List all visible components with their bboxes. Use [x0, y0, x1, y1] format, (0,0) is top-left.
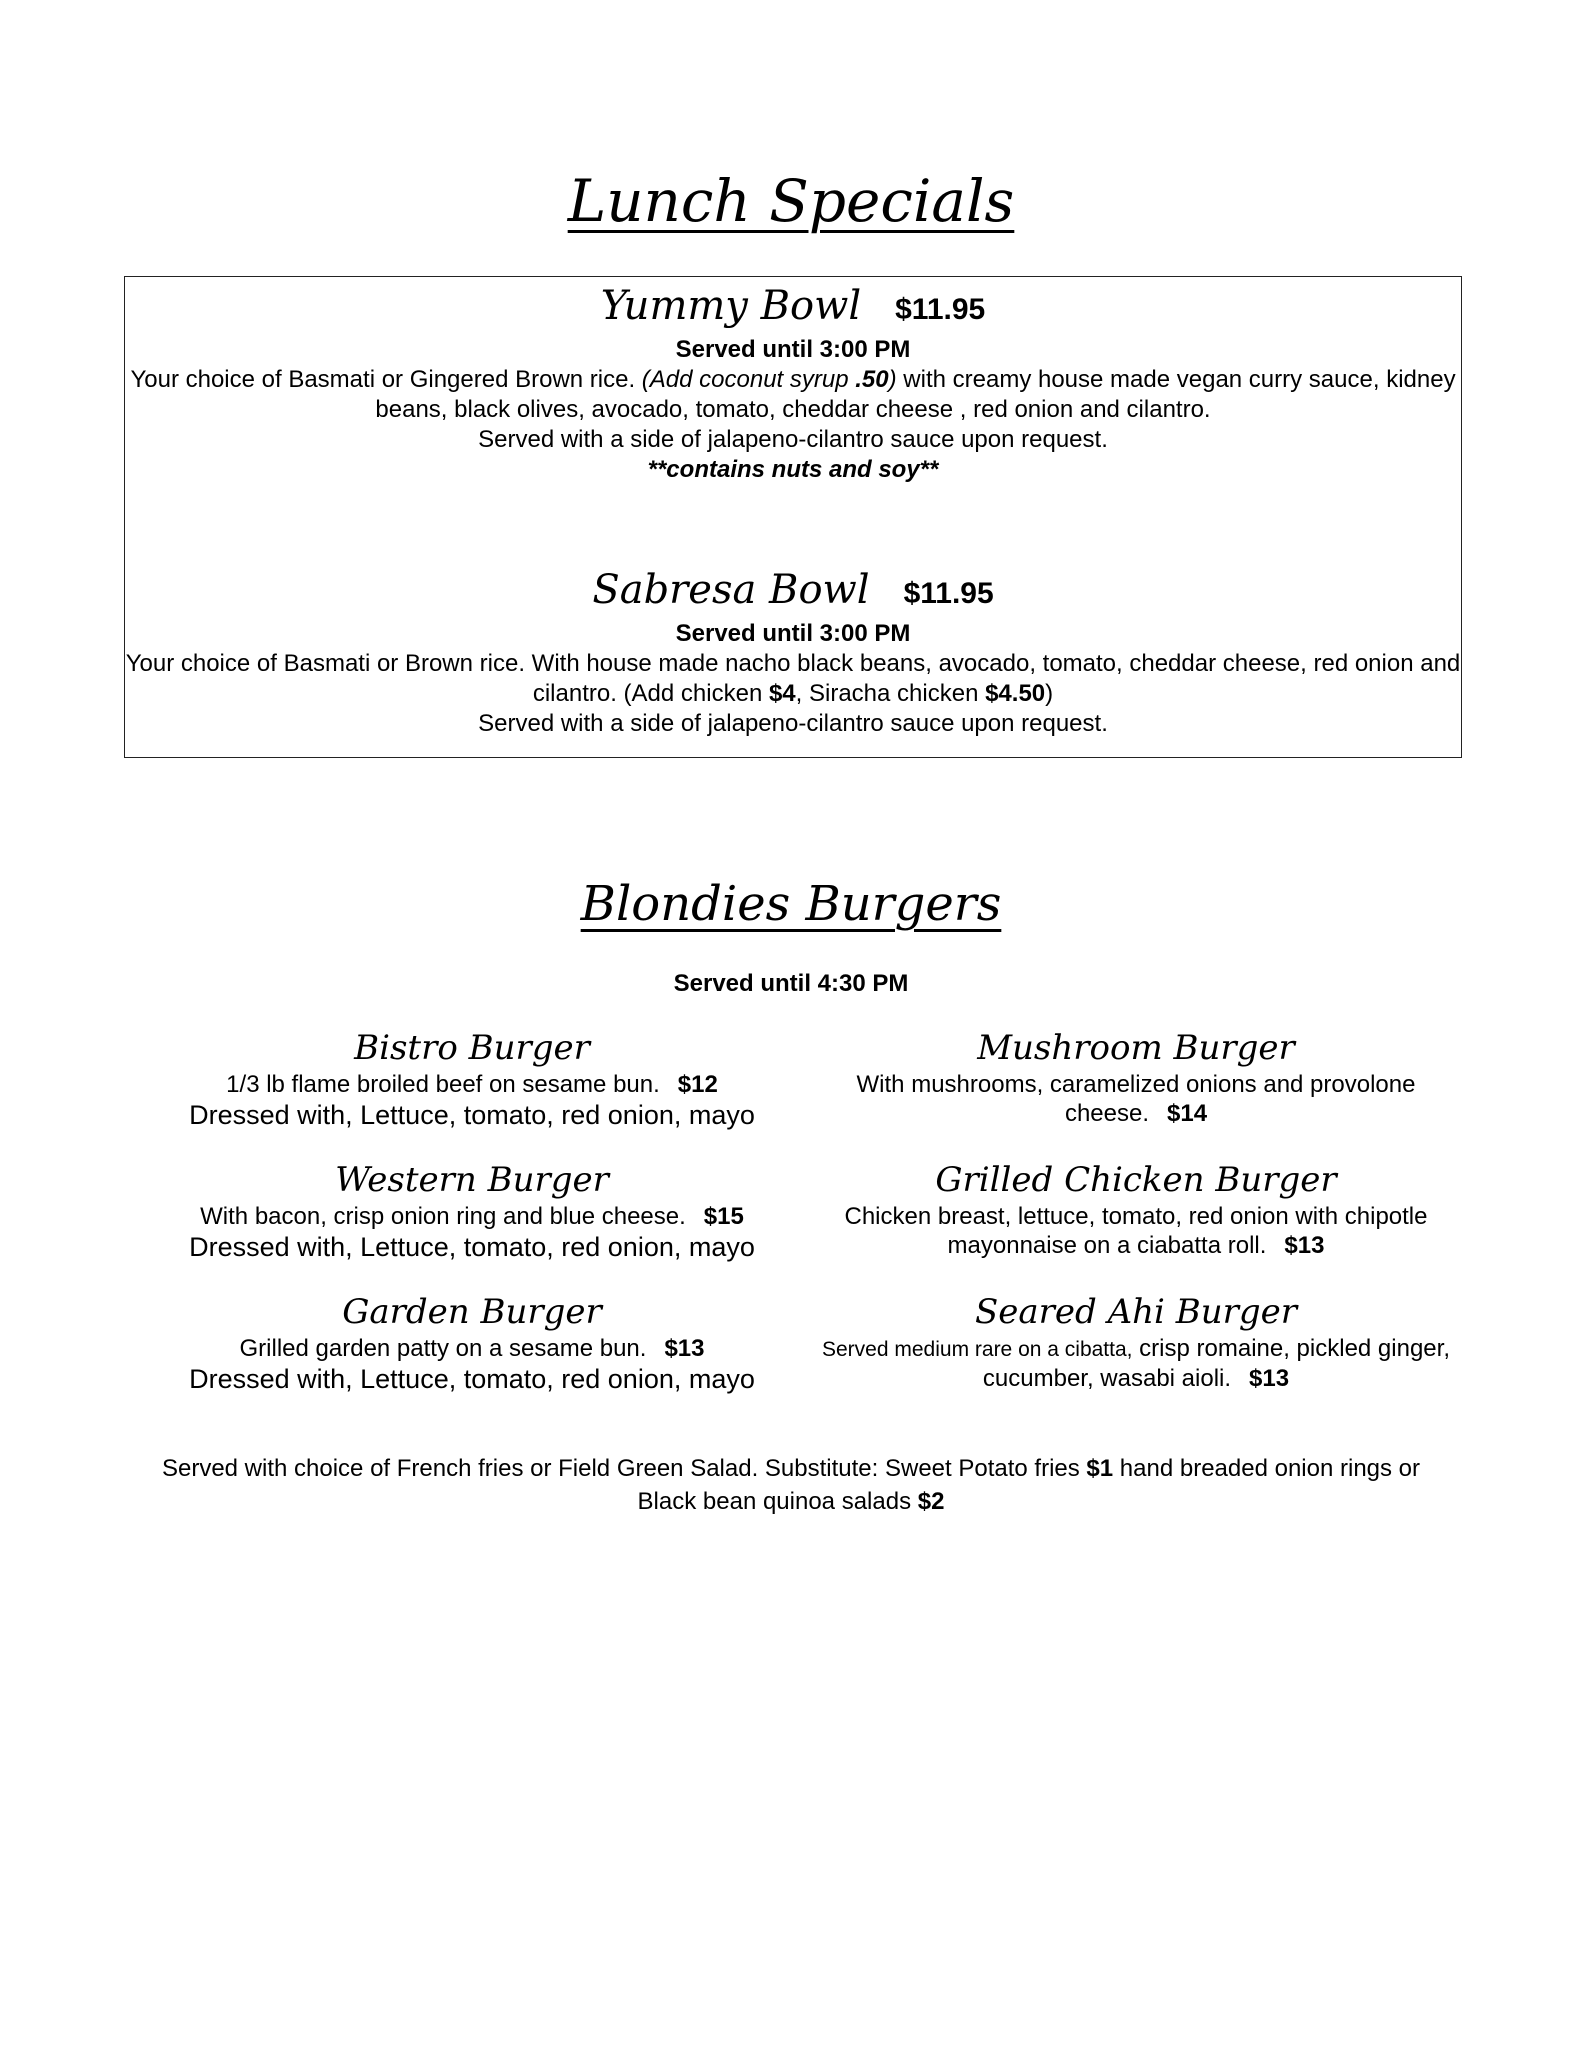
addon-price: .50 [855, 366, 889, 393]
description-text: 1/3 lb flame broiled beef on sesame bun. [226, 1071, 660, 1098]
description-text: Grilled garden patty on a sesame bun. [239, 1335, 647, 1362]
menu-item-yummy-bowl [125, 283, 1461, 485]
item-description [816, 1334, 1456, 1393]
coconut-addon [642, 366, 897, 393]
item-description [152, 1070, 792, 1099]
dressing-note: Dressed with, Lettuce, tomato, red onion, mayo [189, 1364, 755, 1394]
chicken-addon-price: $4 [768, 680, 796, 707]
item-price: $14 [1167, 1100, 1208, 1127]
menu-item-mushroom-burger [816, 1026, 1456, 1128]
description-text: With bacon, crisp onion ring and blue cheese. [200, 1203, 686, 1230]
item-description [816, 1202, 1456, 1260]
menu-item-seared-ahi-burger [816, 1290, 1456, 1393]
item-description [125, 365, 1461, 425]
item-price: $13 [664, 1335, 705, 1362]
item-name: Mushroom Burger [977, 1028, 1295, 1068]
description-text: Your choice of Basmati or Gingered Brown rice. [130, 366, 642, 393]
menu-item-sabresa-bowl [125, 567, 1461, 739]
item-name: Seared Ahi Burger [974, 1292, 1298, 1332]
description-text: , Siracha chicken [795, 680, 986, 707]
allergy-warning: **contains nuts and soy** [647, 456, 939, 483]
item-price: $13 [1284, 1232, 1325, 1259]
item-price: $15 [703, 1203, 744, 1230]
description-text: crisp romaine, pickled ginger, cucumber, wasabi aioli. [982, 1335, 1450, 1392]
lunch-specials-box [124, 276, 1462, 758]
item-name: Grilled Chicken Burger [935, 1160, 1337, 1200]
sides-text: Served with choice of French fries or Field Green Salad. Substitute: Sweet Potato fries [161, 1455, 1087, 1482]
side-note: Served with a side of jalapeno-cilantro sauce upon request. [478, 710, 1108, 737]
item-name: Garden Burger [342, 1292, 602, 1332]
description-text: with creamy house made vegan curry sauce, kidney beans, black olives, avocado, tomato, cheddar cheese , red onion and cilantro. [375, 366, 1456, 423]
menu-item-garden-burger [152, 1290, 792, 1396]
menu-item-bistro-burger [152, 1026, 792, 1132]
burgers-title: Blondies Burgers [580, 876, 1002, 932]
addon-text: (Add coconut syrup [641, 366, 856, 393]
item-description [152, 1202, 792, 1231]
lunch-specials-title: Lunch Specials [567, 167, 1015, 235]
dressing-note: Dressed with, Lettuce, tomato, red onion, mayo [189, 1232, 755, 1262]
sweet-potato-upcharge: $1 [1086, 1455, 1114, 1482]
item-name: Sabresa Bowl [592, 567, 870, 613]
menu-item-western-burger [152, 1158, 792, 1264]
salad-upcharge: $2 [917, 1488, 945, 1515]
item-description [125, 649, 1461, 709]
addon-close: ) [888, 366, 897, 393]
item-price: $11.95 [903, 577, 994, 610]
item-name: Bistro Burger [354, 1028, 590, 1068]
item-price: $12 [677, 1071, 718, 1098]
item-header [125, 283, 1461, 335]
description-text: With mushrooms, caramelized onions and provolone cheese. [856, 1071, 1416, 1127]
served-until: Served until 3:00 PM [675, 336, 911, 363]
served-until: Served until 3:00 PM [675, 620, 911, 647]
item-name: Yummy Bowl [600, 283, 862, 329]
item-price: $11.95 [895, 293, 986, 326]
menu-item-grilled-chicken-burger [816, 1158, 1456, 1260]
description-text: Your choice of Basmati or Brown rice. With house made nacho black beans, avocado, tomato, cheddar cheese, red onion and cilantro. (Add chicken [125, 650, 1461, 707]
item-description [152, 1334, 792, 1363]
dressing-note: Dressed with, Lettuce, tomato, red onion, mayo [189, 1100, 755, 1130]
description-text: Chicken breast, lettuce, tomato, red onion with chipotle mayonnaise on a ciabatta roll. [844, 1203, 1428, 1259]
item-header [125, 567, 1461, 619]
side-note: Served with a side of jalapeno-cilantro sauce upon request. [478, 426, 1108, 453]
item-price: $13 [1249, 1365, 1290, 1392]
item-description [816, 1070, 1456, 1128]
item-name: Western Burger [335, 1160, 609, 1200]
burgers-served-until: Served until 4:30 PM [673, 970, 909, 997]
description-text: Served medium rare on a cibatta, [822, 1338, 1133, 1361]
siracha-addon-price: $4.50 [985, 680, 1046, 707]
sides-note [150, 1452, 1432, 1518]
sides-text: hand breaded onion rings or Black bean quinoa salads [637, 1455, 1421, 1515]
description-text: ) [1045, 680, 1054, 707]
